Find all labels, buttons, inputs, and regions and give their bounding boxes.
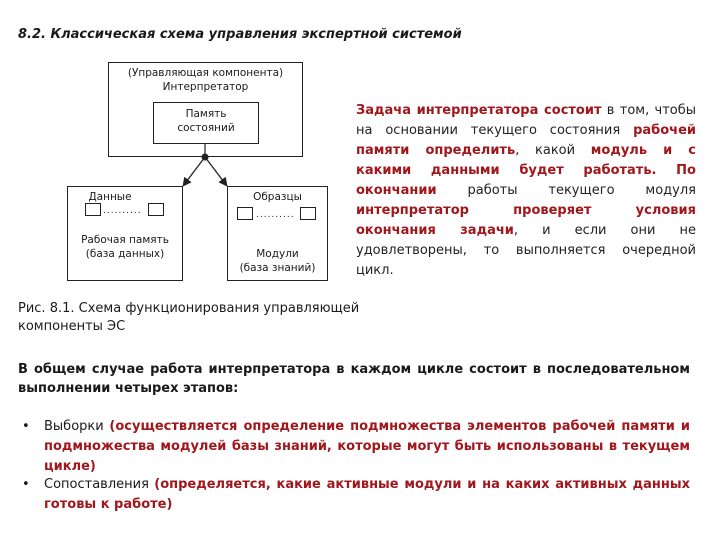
bullet-marker: • [22,419,30,434]
modules-line2: (база знаний) [239,262,316,274]
bullet-detail: (осуществляется определение подмножества элементов рабочей памяти и подмножества модулей базы знаний, которые могут быть использованы в текущем цикле) [44,419,690,474]
state-memory-line2: состояний [177,122,235,134]
samples-label: Образцы [253,191,302,203]
interpreter-line2: Интерпретатор [162,81,249,93]
bullet-detail: (определяется, какие активные модули и на каких активных данных готовы к работе) [44,477,690,512]
modules-line1: Модули [256,248,299,260]
samples-dots: .......... [256,210,295,220]
data-label: Данные [88,191,132,203]
working-memory-line1: Рабочая память [81,234,169,246]
general-statement: В общем случае работа интерпретатора в каждом цикле состоит в последовательном выполнении четырех этапов: [18,362,690,396]
arrow-to-data [183,157,205,186]
slide-title: 8.2. Классическая схема управления экспертной системой [18,27,462,42]
data-dots: .......... [103,206,142,216]
state-memory-line1: Память [185,108,227,120]
bullet-marker: • [22,477,30,492]
data-slot-2 [148,203,164,216]
working-memory-line2: (база данных) [85,248,165,260]
data-slot-1 [85,203,101,216]
samples-slot-2 [300,207,316,220]
figure-caption: Рис. 8.1. Схема функционирования управляющей компоненты ЭС [18,301,360,334]
samples-slot-1 [237,207,253,220]
arrow-to-samples [205,157,227,186]
bullet-head: Сопоставления [44,477,155,492]
interpreter-line1: (Управляющая компонента) [127,67,284,79]
interpreter-description: Задача интерпретатора состоит в том, чтобы на основании текущего состояния рабочей памяти определить, какой модуль и с какими данными будет работать. По окончании работы текущего модуля интерпретатор проверяет условия окончания задачи, и если они не удовлетворены, то выполняется очередной цикл. [356,103,697,278]
bullet-head: Выборки [44,419,110,434]
